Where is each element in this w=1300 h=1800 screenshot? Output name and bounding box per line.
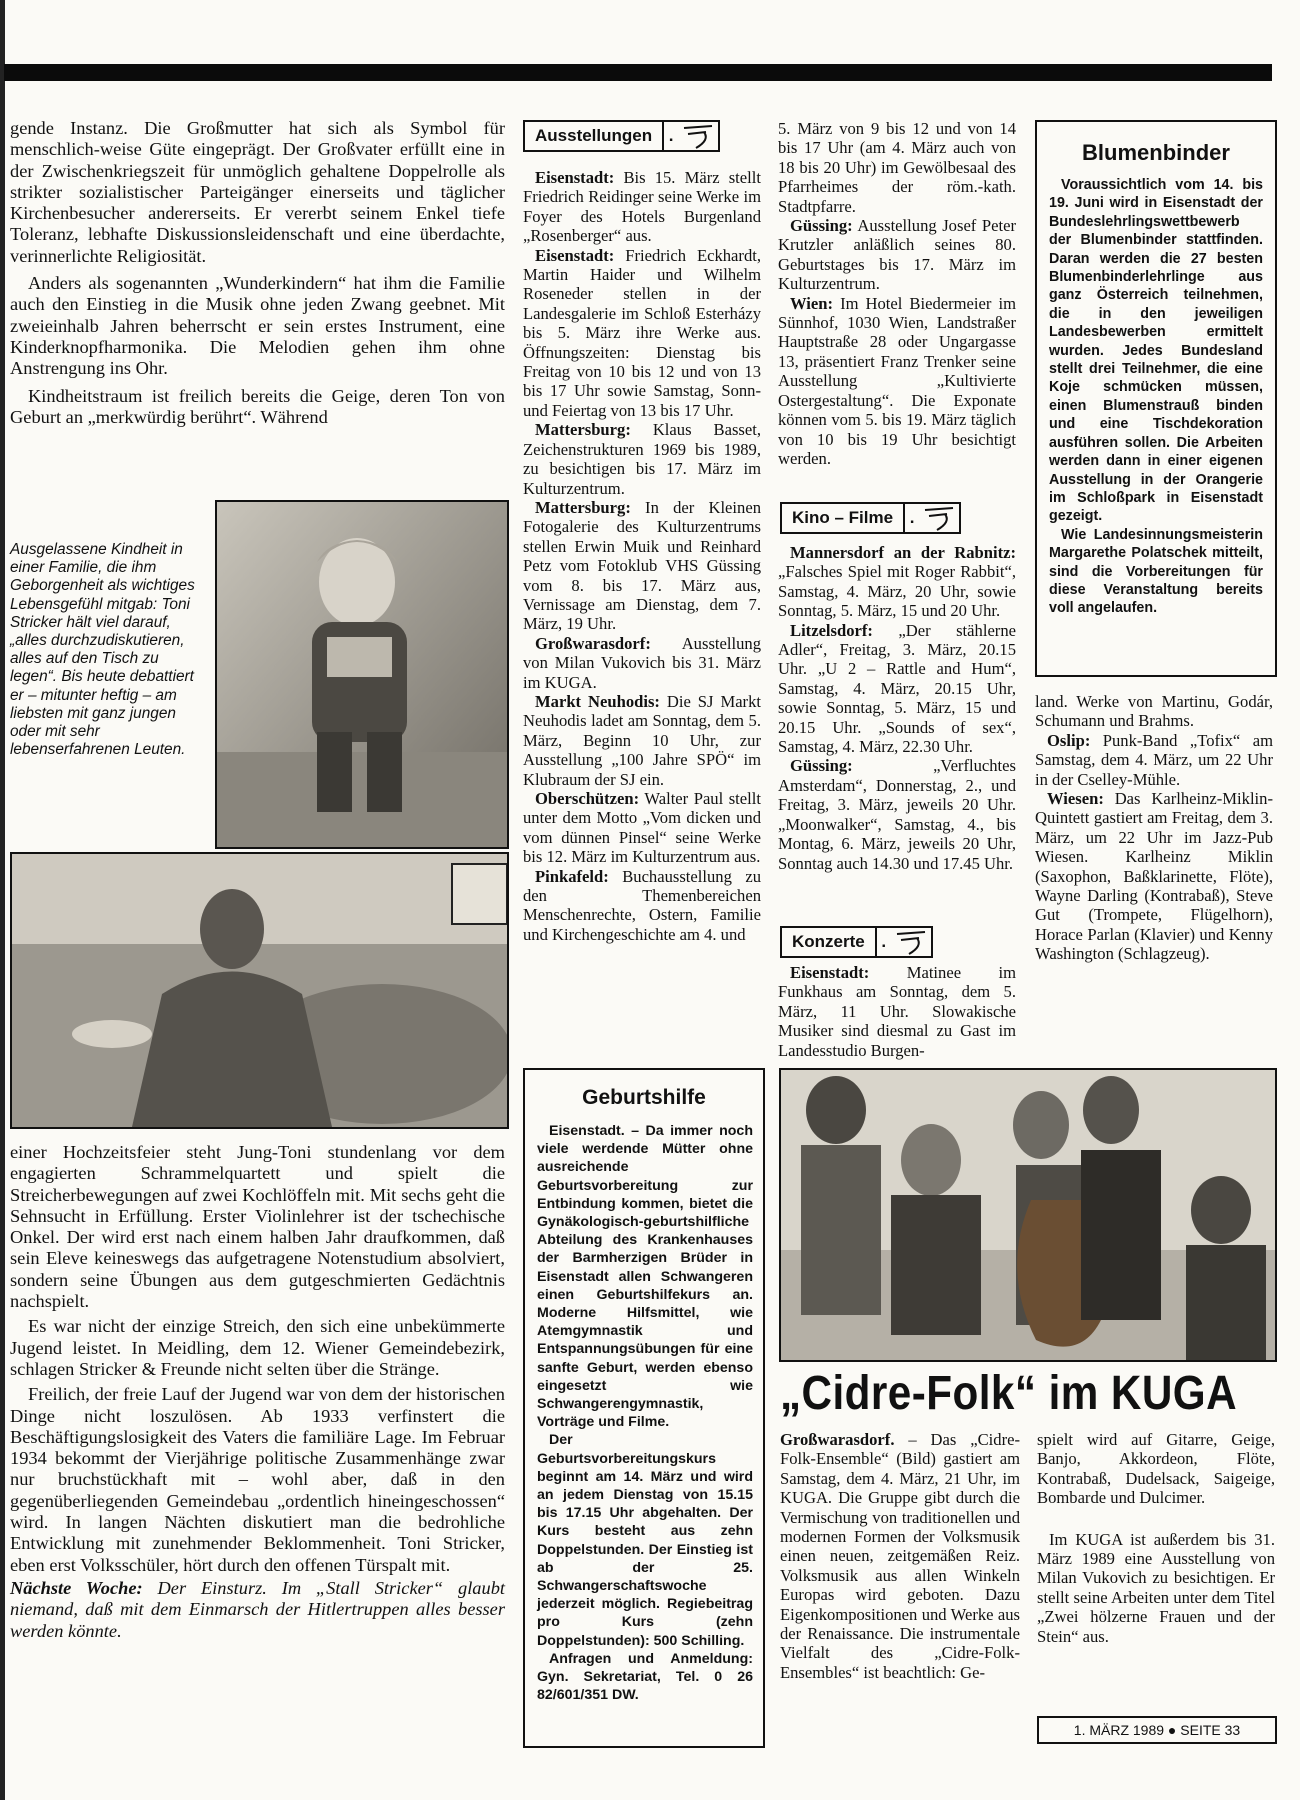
list-item [523,246,761,421]
box-paragraph: Voraussichtlich vom 14. bis 19. Juni wird in Eisenstadt der Bundeslehrlingswettbewerb der Blumenbinder stattfinden. Daran werden die 27 besten Blumenbinderlehrlinge aus ganz Österreich teilnehmen, die in den jeweiligen Landesbewerben ermittelt wurden. Jedes Bundesland stellt drei Teilnehmer, die eine Koje schmücken müssen, einen Blumenstrauß binden und eine Tischdekoration ausführen sollen. Die Arbeiten werden dann in einer eigenen Ausstellung in der Orangerie im Schloßpark in Eisenstadt gezeigt. [1049,177,1263,525]
list-item-place: Oberschützen: [535,789,640,808]
list-item: 5. März von 9 bis 12 und von 14 bis 17 Uhr (am 4. März auch von 18 bis 20 Uhr) im Gewölbesaal des Pfarrheimes der röm.-kath. Stadtpfarre. [778,119,1016,216]
article-paragraph: gende Instanz. Die Großmutter hat sich als Symbol für menschlich-weise Güte eingeprägt. Der Großvater erfüllt eine in der Zwischenkriegszeit für unmöglich gehaltene Doppelrolle als strikter sozialistischer Parteigänger einerseits und täglicher Kirchenbesucher andererseits. Er vererbt seinem Enkel tiefe Toleranz, lebhafte Diskussionsleidenschaft und eine überdachte, verinnerlichte Religiosität. [10,118,505,266]
ausstellungen-header [523,120,720,152]
cidre-text: – Das „Cidre-Folk-Ensemble“ (Bild) gastiert am Samstag, dem 4. März, 21 Uhr, im KUGA. Die Gruppe gibt durch die Vermischung von traditionellen und modernen Formen der Volksmusik einen neuen, zeitgemäßen Reiz. Volksmusik aus allen Winkeln Europas wird geboten. Dazu Eigenkompositionen und Werke aus der Renaissance. Die instrumentale Vielfalt des „Cidre-Folk-Ensembles“ ist beachtlich: Ge- [780,1430,1020,1682]
photo-caption: Ausgelassene Kindheit in einer Familie, die ihm Geborgenheit als wichtiges Lebensgefühl mitgab: Toni Stricker hält viel darauf, „alles durchzudiskutieren, alles auf den Tisch zu legen“. Bis heute debattiert er – mitunter heftig – am liebsten mit ganz jungen oder mit sehr lebenserfahrenen Leuten. [10,541,195,759]
list-item-place: Eisenstadt: [535,245,615,265]
cidre-paragraph: spielt wird auf Gitarre, Geige, Banjo, Akkordeon, Flöte, Kontrabaß, Dudelsack, Saigeige, Bombarde und Dulcimer. [1037,1430,1275,1508]
page-edge [0,0,5,1800]
list-item-text: Das Karlheinz-Miklin-Quintett gastiert am Freitag, dem 3. März, um 22 Uhr im Jazz-Pub Wiesen. Karlheinz Miklin (Saxophon, Baßklarinette, Flöte), Wayne Darling (Kontrabaß), Steve Gut (Trompete, Flügelhorn), Horace Parlan (Klavier) und Kenny Washington (Schlagzeug). [1035,789,1273,964]
box-paragraph: Wie Landesinnungsmeisterin Margarethe Polatschek mitteilt, sind die Vorbereitungen für diese Veranstaltung bereits voll angelaufen. [1049,526,1263,617]
section-title [780,926,933,958]
article-paragraph: Es war nicht der einzige Streich, den sich eine unbekümmerte Jugend leistet. In Meidling, dem 12. Wiener Gemeindebezirk, schlagen Stricker & Freunde nicht selten über die Stränge. [10,1316,505,1379]
list-item-place: Eisenstadt: [790,963,870,982]
blumenbinder-box [1035,120,1277,677]
cidre-headline: „Cidre-Folk“ im KUGA [780,1367,1238,1420]
box-paragraph: Der Geburtsvorbereitungskurs beginnt am 14. März und wird an jedem Dienstag von 15.15 bis 17.15 Uhr abgehalten. Der Kurs besteht aus zehn Doppelstunden. Der Einstieg ist ab der 25. Schwangerschaftswoche jederzeit möglich. Regiebeitrag pro Kurs (zehn Doppelstunden): 500 Schilling. [537,1432,753,1649]
list-item-text: Ausstellung von Milan Vukovich bis 31. März im KUGA. [523,633,761,692]
list-item-text: Friedrich Eckhardt, Martin Haider und Wilhelm Roseneder stellen in der Landesgalerie im Schloß Esterházy bis 5. März ihre Werke aus. Öffnungszeiten: Dienstag bis Freitag von 10 bis 12 und von 13 bis 17 Uhr sowie Samstag, Sonn- und Feiertag von 13 bis 17 Uhr. [523,245,761,420]
child-image [217,502,507,847]
list-item [523,634,761,692]
page-footer: 1. MÄRZ 1989 ● SEITE 33 [1037,1716,1277,1744]
section-title-text: Kino – Filme [782,504,905,532]
portrait-photo [10,852,509,1129]
kino-list [778,543,1016,873]
list-item: land. Werke von Martinu, Godár, Schumann und Brahms. [1035,692,1273,731]
squiggle-icon [919,504,959,532]
list-item-place: Güssing: [790,216,853,236]
list-item-text: Walter Paul stellt unter dem Motto „Vom dicken und vom dünnen Pinsel“ seine Werke bis 12. März im Kulturzentrum aus. [523,789,761,867]
article-paragraph: Anders als sogenannten „Wunderkindern“ hat ihm die Familie auch den Einstieg in die Musik ohne jeden Zwang geebnet. Mit zweieinhalb Jahren beherrscht er sein erstes Instrument, eine Kinderknopfharmonika. Die Melodien gehen ihm ohne Anstrengung ins Ohr. [10,273,505,379]
dot-icon: . [881,932,887,951]
konzerte-continued [1035,692,1273,964]
box-title: Geburtshilfe [582,1086,706,1109]
band-photo [779,1068,1277,1362]
dot-icon: . [909,508,915,527]
list-item-place: Mattersburg: [535,420,631,440]
list-item [778,756,1016,872]
next-week-note [10,1578,505,1642]
list-item-place: Wiesen: [1047,789,1104,809]
dot-icon: . [668,126,674,145]
box-text [1037,166,1275,618]
list-item-text: Bis 15. März stellt Friedrich Reidinger seine Werke im Foyer des Hotels Burgenland „Rosenberger“ aus. [523,168,761,246]
list-item-text: „Falsches Spiel mit Roger Rabbit“, Samstag, 4. März, 20 Uhr, sowie Sonntag, 5. März, 15 und 20 Uhr. [778,562,1016,621]
list-item [778,621,1016,757]
band-image [781,1070,1275,1360]
list-item-place: Großwarasdorf: [535,633,651,653]
list-item-place: Mannersdorf an der Rabnitz: [790,543,1016,562]
list-item [1035,731,1273,789]
list-item-text: In der Kleinen Fotogalerie des Kulturzentrums stellen Erwin Muik und Reinhard Petz vom Fotoklub VHS Güssing vom 8. bis 17. März aus, Vernissage am Dienstag, dem 7. März, 19 Uhr. [523,497,761,634]
list-item-place: Oslip: [1047,730,1091,750]
section-title-text: Ausstellungen [525,122,664,150]
list-item-text: Buchausstellung zu den Themenbereichen Menschenrechte, Ostern, Familie und Kirchengeschichte am 4. und [523,866,761,944]
list-item-place: Eisenstadt: [535,168,615,187]
list-item [523,789,761,867]
box-text [525,1110,763,1705]
article-column [10,1142,505,1642]
article-column [10,118,505,428]
cidre-column-a [780,1430,1020,1682]
list-item-place: Pinkafeld: [535,866,609,886]
section-title [523,120,720,152]
article-paragraph: Kindheitstraum ist freilich bereits die Geige, deren Ton von Geburt an „merkwürdig berührt“. Während [10,385,505,427]
list-item-text: „Der stählerne Adler“, Freitag, 3. März, 20.15 Uhr. „U 2 – Rattle and Hum“, Samstag, 4. März, 20.15 Uhr, sowie Sonntag, 5. März, 15 und 20.15 Uhr. „Sounds of sex“, Samstag, 4. März, 22.30 Uhr. [778,620,1016,757]
list-item-text: „Verfluchtes Amsterdam“, Donnerstag, 2., und Freitag, 3. März, jeweils 20 Uhr. „Moonwalker“, Samstag, 4., bis Montag, 6. März, jeweils 20 Uhr, Sonntag auch 14.30 und 17.45 Uhr. [778,756,1016,873]
squiggle-icon [891,928,931,956]
cidre-place: Großwarasdorf. [780,1430,895,1449]
list-item-place: Litzelsdorf: [790,620,873,640]
list-item-text: Punk-Band „Tofix“ am Samstag, dem 4. März, um 22 Uhr in der Cselley-Mühle. [1035,730,1273,789]
konzerte-list [778,963,1016,1060]
list-item [523,498,761,634]
list-item [523,692,761,789]
list-item-place: Markt Neuhodis: [535,691,660,711]
next-week-text: Der Einsturz. Im „Stall Stricker“ glaubt niemand, daß mit dem Einmarsch der Hitlertruppen alles besser werden könnte. [10,1577,505,1641]
list-item [523,867,761,945]
konzerte-header [780,926,933,958]
list-item-place: Güssing: [790,756,853,776]
portrait-image [12,854,507,1127]
top-rule [4,64,1272,81]
ausstellungen-list [523,168,761,944]
article-paragraph: Freilich, der freie Lauf der Jugend war von dem der historischen Dinge nicht loszulösen. Ab 1933 verfinstert die Beschäftigungslosigkeit des Vaters die familiäre Lage. Im Februar 1934 bekommt der Vierjährige politische Zusammenhänge zwar nur bruchstückhaft mit – wohl aber, daß in den gegenüberliegenden Gemeindebau „ordentlich hineingeschossen“ wird. In langen Nächten diskutiert man die bedrohliche Entwicklung mit zunehmender Beklommenheit. Toni Stricker, eben erst Volksschüler, hört durch den offenen Türspalt mit. [10,1384,505,1575]
article-paragraph: einer Hochzeitsfeier steht Jung-Toni stundenlang vor dem engagierten Schrammelquartett und spielt die Streicherbewegungen auf zwei Kochlöffeln mit. Mit sechs geht die Sehnsucht in Erfüllung. Erster Violinlehrer ist der tschechische Onkel. Der wird erst nach einem halben Jahr draufkommen, daß sein Eleve keineswegs das aufgetragene Notenstudium absolviert, sondern seine Übungen aus dem gutgeschmierten Gedächtnis nachspielt. [10,1142,505,1312]
list-item-text: Matinee im Funkhaus am Sonntag, dem 5. März, 11 Uhr. Slowakische Musiker sind diesmal zu Gast im Landesstudio Burgen- [778,963,1016,1060]
list-item-text: Die SJ Markt Neuhodis ladet am Sonntag, dem 5. März, Beginn 10 Uhr, zur Ausstellung „100 Jahre SPÖ“ im Klubraum der SJ ein. [523,691,761,789]
list-item [778,543,1016,621]
cidre-column-b [1037,1430,1275,1646]
box-paragraph: Eisenstadt. – Da immer noch viele werdende Mütter ohne ausreichende Geburtsvorbereitung zur Entbindung kommen, bietet die Gynäkologisch-geburtshilfliche Abteilung des Krankenhauses der Barmherzigen Brüder in Eisenstadt allen Schwangeren einen Geburtshilfekurs an. Moderne Hilfsmittel, wie Atemgymnastik und Entspannungsübungen für eine sanfte Geburt, werden ebenso eingesetzt wie Schwangerengymnastik, Vorträge und Filme. [537,1123,753,1431]
list-item-place: Mattersburg: [535,497,631,517]
cidre-paragraph: Im KUGA ist außerdem bis 31. März 1989 eine Ausstellung von Milan Vukovich zu besichtigen. Er stellt seine Arbeiten unter dem Titel „Zwei hölzerne Frauen und der Stein“ aus. [1037,1529,1275,1646]
list-item [778,963,1016,1060]
cidre-paragraph [780,1430,1020,1682]
section-title [780,502,961,534]
box-paragraph: Anfragen und Anmeldung: Gyn. Sekretariat, Tel. 0 26 82/601/351 DW. [537,1650,753,1704]
list-item [523,420,761,498]
list-item-text: Ausstellung Josef Peter Krutzler anläßlich seines 80. Geburtstages bis 17. März im Kulturzentrum. [778,216,1016,294]
child-photo [215,500,509,849]
list-item [778,216,1016,294]
list-item [1035,789,1273,964]
ausstellungen-continued [778,119,1016,468]
next-week-label: Nächste Woche: [10,1577,143,1598]
list-item-text: Im Hotel Biedermeier im Sünnhof, 1030 Wien, Landstraßer Hauptstraße 28 oder Ungargasse 13, präsentiert Franz Trenker seine Ausstellung „Kultivierte Ostergestaltung“. Die Exponate können vom 5. bis 19. März täglich von 10 bis 19 Uhr besichtigt werden. [778,293,1016,468]
list-item [523,168,761,246]
list-item [778,294,1016,469]
squiggle-icon [678,122,718,150]
list-item-text: Klaus Basset, Zeichenstrukturen 1969 bis 1989, zu besichtigen bis 17. März im Kulturzentrum. [523,420,761,498]
section-title-text: Konzerte [782,928,877,956]
list-item-place: Wien: [790,293,834,313]
box-title: Blumenbinder [1082,140,1230,165]
geburtshilfe-box [523,1068,765,1748]
kino-header [780,502,961,534]
